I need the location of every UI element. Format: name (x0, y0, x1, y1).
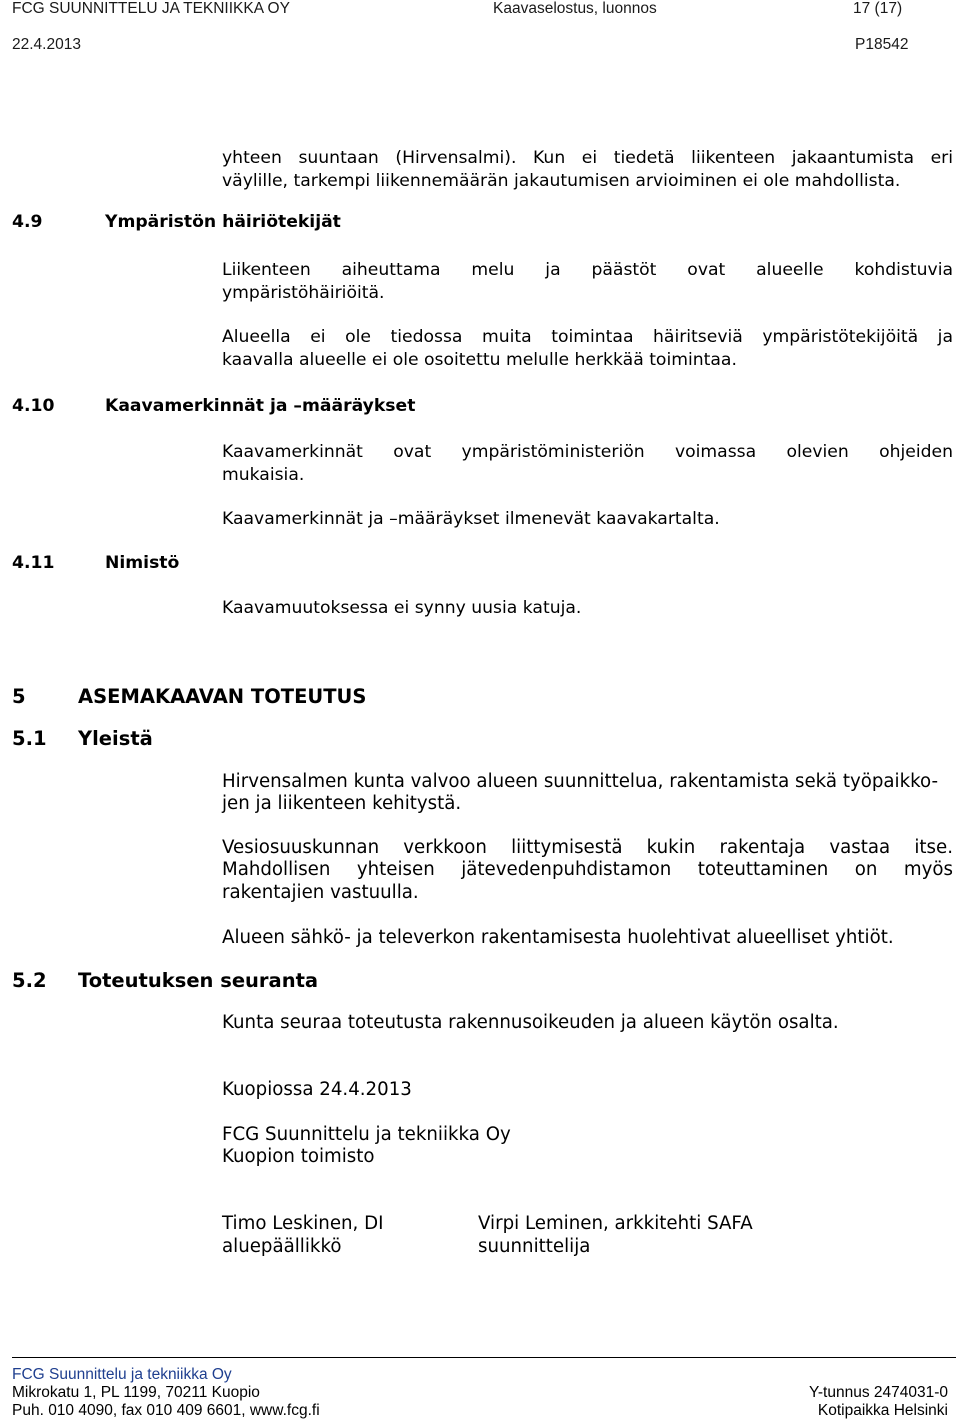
place-and-date: Kuopiossa 24.4.2013 (222, 1079, 412, 1100)
section-4-11-heading: Nimistö (105, 553, 180, 573)
footer-domicile: Kotipaikka Helsinki (817, 1402, 948, 1419)
section-4-9-heading: Ympäristön häiriötekijät (105, 212, 341, 232)
section-4-10-heading: Kaavamerkinnät ja –määräykset (105, 396, 416, 416)
footer-business-id: Y-tunnus 2474031-0 (808, 1384, 948, 1401)
section-4-10-p1-line-1: Kaavamerkinnät ovat ympäristöministeriön voimassa olevien ohjeiden (222, 442, 953, 462)
footer-divider (12, 1357, 956, 1358)
signer-2-title: suunnittelija (478, 1236, 591, 1257)
section-4-9-p1-line-2: ympäristöhäiriöitä. (222, 283, 385, 303)
closing-office: Kuopion toimisto (222, 1146, 375, 1167)
signer-1-title: aluepäällikkö (222, 1236, 342, 1257)
section-5-1-p1-line-2: jen ja liikenteen kehitystä. (222, 793, 462, 814)
section-4-9-p2-line-2: kaavalla alueelle ei ole osoitettu melulle herkkää toimintaa. (222, 350, 737, 370)
chapter-5-heading: ASEMAKAAVAN TOTEUTUS (78, 685, 367, 708)
footer-address: Mikrokatu 1, PL 1199, 70211 Kuopio (12, 1384, 260, 1401)
section-5-2-number: 5.2 (12, 969, 47, 992)
section-5-1-p1-line-1: Hirvensalmen kunta valvoo alueen suunnittelua, rakentamista sekä työpaikko- (222, 771, 939, 792)
section-5-1-heading: Yleistä (78, 727, 153, 750)
footer-company: FCG Suunnittelu ja tekniikka Oy (12, 1366, 232, 1383)
intro-line-1: yhteen suuntaan (Hirvensalmi). Kun ei tiedetä liikenteen jakaantumista eri (222, 148, 953, 168)
section-5-1-p2-line-2: Mahdollisen yhteisen jätevedenpuhdistamon toteuttaminen on myös (222, 859, 953, 880)
header-project-number: P18542 (855, 36, 909, 53)
section-5-1-p3: Alueen sähkö- ja televerkon rakentamisesta huolehtivat alueelliset yhtiöt. (222, 927, 894, 948)
intro-line-2: väylille, tarkempi liikennemäärän jakautumisen arvioiminen ei ole mahdollista. (222, 171, 901, 191)
header-company: FCG SUUNNITTELU JA TEKNIIKKA OY (12, 0, 290, 17)
footer-contact: Puh. 010 4090, fax 010 409 6601, www.fcg.fi (12, 1402, 320, 1419)
signer-1-name: Timo Leskinen, DI (222, 1213, 384, 1234)
section-5-1-number: 5.1 (12, 727, 47, 750)
section-4-9-p2-line-1: Alueella ei ole tiedossa muita toimintaa häiritseviä ympäristötekijöitä ja (222, 327, 953, 347)
section-5-2-heading: Toteutuksen seuranta (78, 969, 319, 992)
chapter-5-number: 5 (12, 685, 26, 708)
header-page-number: 17 (17) (853, 0, 903, 17)
signer-2-name: Virpi Leminen, arkkitehti SAFA (478, 1213, 753, 1234)
section-5-1-p2-line-1: Vesiosuuskunnan verkkoon liittymisestä kukin rakentaja vastaa itse. (222, 837, 953, 858)
closing-company: FCG Suunnittelu ja tekniikka Oy (222, 1124, 511, 1145)
header-doc-title: Kaavaselostus, luonnos (493, 0, 657, 17)
section-4-10-p2: Kaavamerkinnät ja –määräykset ilmenevät kaavakartalta. (222, 509, 720, 529)
section-4-10-p1-line-2: mukaisia. (222, 465, 305, 485)
section-4-10-number: 4.10 (12, 396, 55, 416)
section-4-11-number: 4.11 (12, 553, 55, 573)
section-4-9-p1-line-1: Liikenteen aiheuttama melu ja päästöt ovat alueelle kohdistuvia (222, 260, 953, 280)
section-4-9-number: 4.9 (12, 212, 43, 232)
section-5-2-p1: Kunta seuraa toteutusta rakennusoikeuden ja alueen käytön osalta. (222, 1012, 839, 1033)
section-4-11-p1: Kaavamuutoksessa ei synny uusia katuja. (222, 598, 582, 618)
header-date: 22.4.2013 (12, 36, 81, 53)
section-5-1-p2-line-3: rakentajien vastuulla. (222, 882, 419, 903)
